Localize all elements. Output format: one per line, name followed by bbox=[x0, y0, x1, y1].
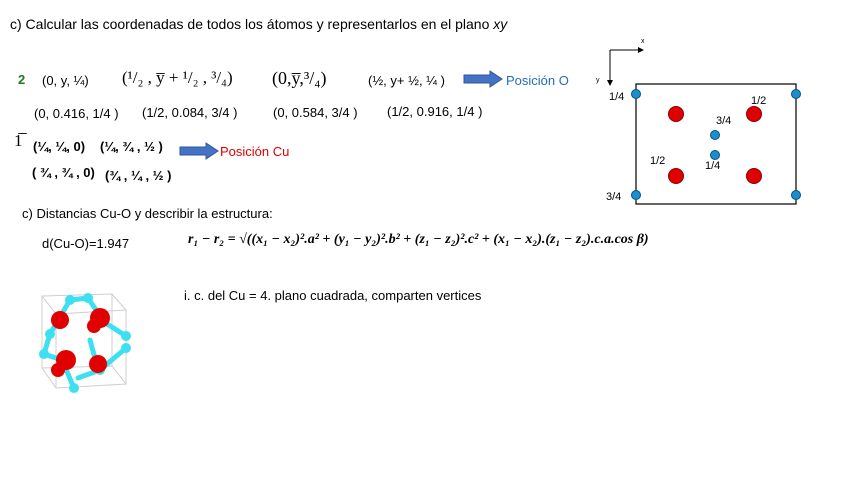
crystal-structure-image bbox=[30, 288, 140, 398]
distances-heading: c) Distancias Cu-O y describir la estructura: bbox=[22, 206, 273, 221]
o-value-1: (0, 0.416, 1/4 ) bbox=[34, 106, 119, 121]
cu-position-4: (¾ , ¼ , ½ ) bbox=[105, 168, 172, 183]
page-title bbox=[10, 16, 507, 32]
o-value-2: (1/2, 0.084, 3/4 ) bbox=[142, 105, 238, 120]
label-center-upper: 3/4 bbox=[716, 115, 732, 127]
o-value-4: (1/2, 0.916, 1/4 ) bbox=[387, 104, 483, 119]
label-center-lower: 1/4 bbox=[705, 160, 721, 172]
title-plane: xy bbox=[493, 16, 508, 32]
o-generator-1: (0, y, ¼) bbox=[42, 73, 89, 88]
position-o-label: Posición O bbox=[506, 73, 569, 88]
structure-description: i. c. del Cu = 4. plano cuadrada, comparten vertices bbox=[184, 288, 482, 303]
multiplicity-label: 2 bbox=[18, 72, 26, 87]
unit-cell-diagram bbox=[596, 38, 826, 218]
distance-formula: r₁ − r₂ = √((x₁ − x₂)².a² + (y₁ − y₂)².b² + (z₁ − z₂)².c² + (x₁ − x₂).(z₁ − z₂).c.a.cos β) bbox=[188, 232, 649, 247]
label-top-left: 1/4 bbox=[609, 91, 625, 103]
cu-position-2: (¼, ¾ , ½ ) bbox=[100, 139, 163, 154]
cu-position-3: ( ¾ , ¾ , 0) bbox=[32, 165, 95, 180]
label-bottom-left: 3/4 bbox=[606, 191, 622, 203]
o-generator-3: (0,y̅,³/₄) bbox=[272, 68, 327, 88]
label-left-middle: 1/2 bbox=[650, 155, 666, 167]
label-top-right: 1/2 bbox=[751, 95, 767, 107]
inversion-symbol: 1̅ bbox=[14, 131, 23, 150]
o-generator-2: (¹/₂ , y̅ + ¹/₂ , ³/₄) bbox=[122, 68, 233, 87]
arrow-icon bbox=[464, 71, 504, 87]
arrow-icon bbox=[180, 143, 220, 159]
distance-result: d(Cu-O)=1.947 bbox=[42, 236, 130, 251]
axis-y-label: y bbox=[596, 77, 600, 84]
o-value-3: (0, 0.584, 3/4 ) bbox=[273, 105, 358, 120]
title-text: c) Calcular las coordenadas de todos los átomos y representarlos en el plano bbox=[10, 16, 494, 32]
o-generator-4: (½, y+ ½, ¼ ) bbox=[368, 73, 445, 88]
position-cu-label: Posición Cu bbox=[220, 144, 290, 159]
cu-position-1: (¼, ¼, 0) bbox=[33, 139, 86, 154]
axis-x-label: x bbox=[641, 38, 645, 45]
